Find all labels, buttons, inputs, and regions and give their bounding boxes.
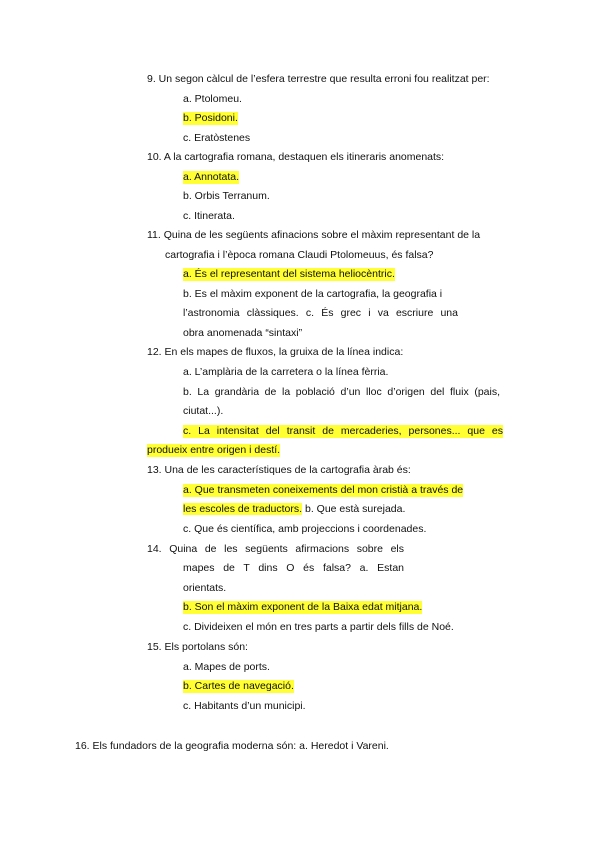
q13-option-a-line-1-highlighted: a. Que transmeten coneixements del mon cristià a través de: [183, 484, 464, 496]
question-11-line-1: 11. Quina de les següents afinacions sobre el màxim representant de la: [147, 229, 481, 241]
q15-option-a: a. Mapes de ports.: [183, 661, 270, 673]
question-14-line-1: 14. Quina de les següents afirmacions sobre els: [147, 543, 404, 555]
question-9: 9. Un segon càlcul de l’esfera terrestre que resulta erroni fou realitzat per:: [147, 73, 490, 85]
question-14-line-3: orientats.: [183, 582, 227, 594]
question-13: 13. Una de les característiques de la cartografia àrab és:: [147, 464, 411, 476]
question-15: 15. Els portolans són:: [147, 641, 248, 653]
question-16: 16. Els fundadors de la geografia moderna són: a. Heredot i Vareni.: [75, 740, 389, 752]
q10-option-b: b. Orbis Terranum.: [183, 190, 270, 202]
q13-option-b: b. Que està surejada.: [302, 503, 406, 515]
q12-option-a: a. L’amplària de la carretera o la línea fèrria.: [183, 366, 389, 378]
q9-option-b-highlighted: b. Posidoni.: [183, 112, 238, 124]
q11-option-b-line-1: b. Es el màxim exponent de la cartografia, la geografia i: [183, 288, 443, 300]
q12-option-c-line-1-highlighted: c. La intensitat del transit de mercaderies, persones... que es: [183, 425, 503, 437]
q10-option-a-highlighted: a. Annotata.: [183, 171, 240, 183]
question-12: 12. En els mapes de fluxos, la gruixa de la línea indica:: [147, 346, 404, 358]
q9-option-c: c. Eratòstenes: [183, 132, 251, 144]
q10-option-c: c. Itinerata.: [183, 210, 235, 222]
question-10: 10. A la cartografia romana, destaquen els itineraris anomenats:: [147, 151, 445, 163]
q15-option-c: c. Habitants d’un municipi.: [183, 700, 306, 712]
q11-option-b-line-2: l’astronomia clàssiques. c. És grec i va escriure una: [183, 307, 458, 319]
q15-option-b-highlighted: b. Cartes de navegació.: [183, 680, 294, 692]
q13-option-c: c. Que és científica, amb projeccions i coordenades.: [183, 523, 427, 535]
q9-option-a: a. Ptolomeu.: [183, 93, 242, 105]
q11-option-a-highlighted: a. És el representant del sistema heliocèntric.: [183, 268, 395, 280]
question-11-line-2: cartografia i l’època romana Claudi Ptolomeuus, és falsa?: [165, 249, 434, 261]
q12-option-c-line-2-highlighted: produeix entre origen i destí.: [147, 444, 281, 456]
q12-option-b-line-2: ciutat...).: [183, 405, 224, 417]
q14-option-b-highlighted: b. Son el màxim exponent de la Baixa edat mitjana.: [183, 601, 423, 613]
q14-option-c: c. Divideixen el món en tres parts a partir dels fills de Noé.: [183, 621, 454, 633]
q11-option-b-line-3: obra anomenada “sintaxi”: [183, 327, 303, 339]
q12-option-b-line-1: b. La grandària de la població d’un lloc d’origen del fluix (pais,: [183, 386, 500, 398]
q13-line-2: [183, 503, 405, 516]
q13-option-a-line-2-highlighted: les escoles de traductors.: [183, 503, 303, 515]
question-14-line-2: mapes de T dins O és falsa? a. Estan: [183, 562, 404, 574]
